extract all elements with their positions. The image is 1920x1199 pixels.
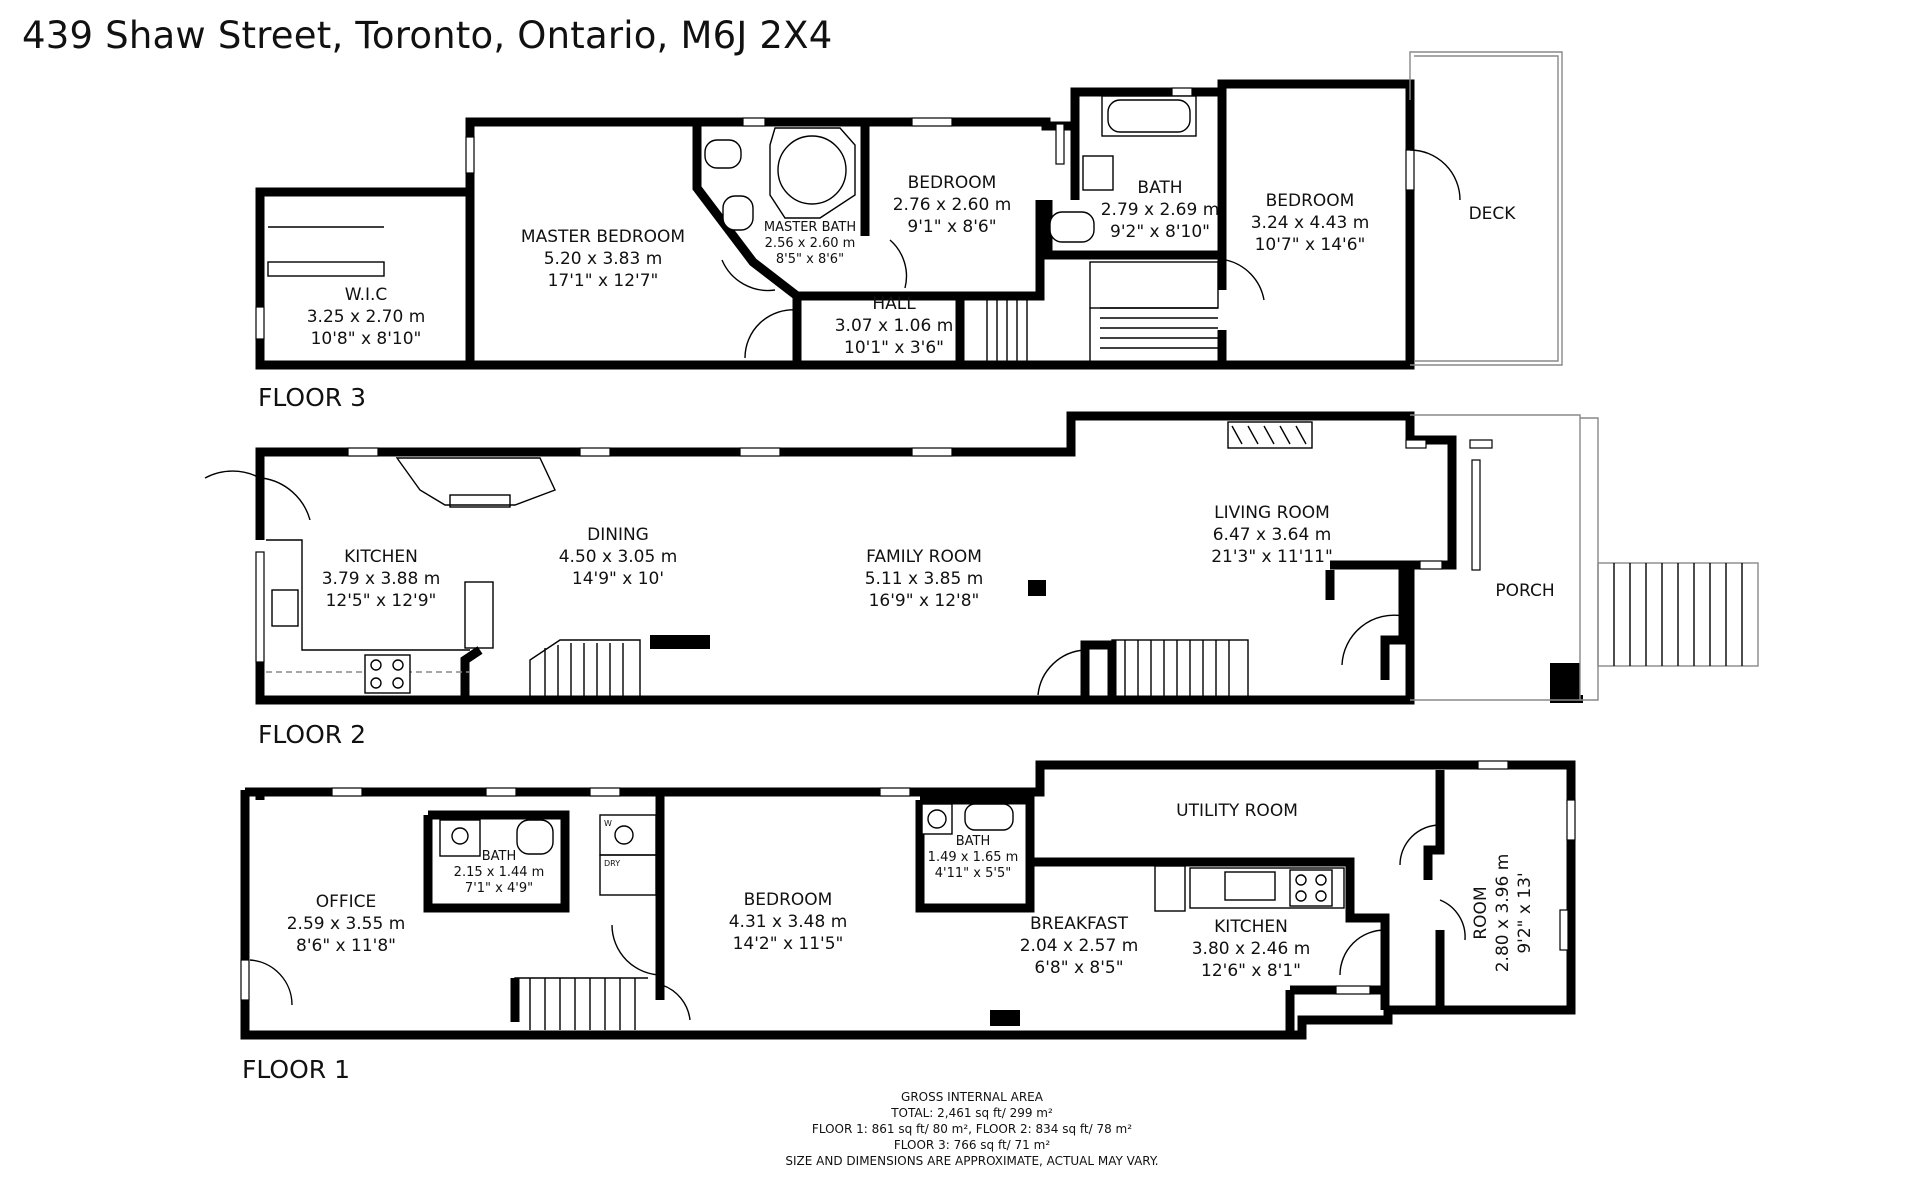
room-kitchen-floor1 [1192,916,1311,982]
room-imperial: 14'2" x 11'5" [732,934,844,954]
room-name: UTILITY ROOM [1176,801,1298,821]
area-floors-1-2: FLOOR 1: 861 sq ft/ 80 m², FLOOR 2: 834 sq ft/ 78 m² [811,1122,1133,1136]
area-total: TOTAL: 2,461 sq ft/ 299 m² [891,1106,1053,1120]
room-metric: 3.24 x 4.43 m [1250,213,1370,233]
room-metric: 2.76 x 2.60 m [892,195,1012,215]
room-breakfast [1020,913,1139,979]
room-metric: 5.20 x 3.83 m [543,249,663,269]
room-imperial: 9'2" x 13' [1515,872,1535,954]
room-wic [307,284,426,350]
room-metric: 2.80 x 3.96 m [1493,853,1513,973]
gross-area-summary [785,1089,1158,1169]
room-imperial: 17'1" x 12'7" [547,271,659,291]
room-imperial: 12'6" x 8'1" [1201,961,1301,981]
room-metric: 3.25 x 2.70 m [306,307,426,327]
room-name: FAMILY ROOM [866,547,982,567]
room-metric: 2.56 x 2.60 m [764,236,856,251]
room-bath-floor1-b [928,834,1019,882]
room-bedroom-floor3-b [1251,190,1370,256]
room-kitchen-floor2 [322,546,441,612]
room-dining [559,524,678,590]
room-bedroom-floor3-a [893,172,1012,238]
room-name: LIVING ROOM [1214,503,1330,523]
floor2-label: FLOOR 2 [258,720,366,749]
room-imperial: 16'9" x 12'8" [868,591,980,611]
room-imperial: 6'8" x 8'5" [1034,958,1124,978]
room-family-room [865,546,984,612]
room-name: MASTER BATH [763,220,857,235]
room-room-floor1 [1470,854,1536,973]
room-name: DINING [587,525,649,545]
room-metric: 2.59 x 3.55 m [286,914,406,934]
room-name: BEDROOM [907,173,997,193]
room-master-bath [764,220,856,268]
room-imperial: 9'1" x 8'6" [907,217,997,237]
room-name: BREAKFAST [1029,914,1129,934]
room-name: BATH [955,834,991,849]
room-metric: 3.79 x 3.88 m [321,569,441,589]
room-metric: 1.49 x 1.65 m [927,850,1019,865]
room-utility-room [1176,800,1298,822]
area-disclaimer: SIZE AND DIMENSIONS ARE APPROXIMATE, ACTUAL MAY VARY. [785,1154,1159,1168]
room-name: BEDROOM [1265,191,1355,211]
room-bath-floor3 [1101,177,1220,243]
room-metric: 5.11 x 3.85 m [864,569,984,589]
room-metric: 6.47 x 3.64 m [1212,525,1332,545]
room-metric: 2.79 x 2.69 m [1100,200,1220,220]
room-name: OFFICE [315,892,377,912]
area-floor-3: FLOOR 3: 766 sq ft/ 71 m² [893,1138,1051,1152]
room-imperial: 10'1" x 3'6" [844,338,944,358]
room-imperial: 14'9" x 10' [571,569,665,589]
property-address-title: 439 Shaw Street, Toronto, Ontario, M6J 2X4 [22,14,833,57]
room-imperial: 9'2" x 8'10" [1110,222,1210,242]
floor2-porch [1410,415,1758,700]
room-name: BATH [481,849,517,864]
washer-label: W [604,819,612,828]
room-name: BEDROOM [743,890,833,910]
dryer-label: DRY [604,859,621,868]
room-name: HALL [872,294,916,314]
floor1-windows [241,761,1575,1000]
room-imperial: 8'6" x 11'8" [296,936,396,956]
room-porch [1495,580,1554,602]
floor3-label: FLOOR 3 [258,383,366,412]
room-name: ROOM [1471,886,1491,940]
room-imperial: 10'7" x 14'6" [1254,235,1366,255]
room-name: KITCHEN [1214,917,1288,937]
area-heading: GROSS INTERNAL AREA [901,1090,1043,1104]
room-name: KITCHEN [344,547,418,567]
room-master-bedroom [521,226,685,292]
room-imperial: 4'11" x 5'5" [934,866,1012,881]
floor1-walls [245,765,1571,1035]
room-metric: 4.31 x 3.48 m [728,912,848,932]
room-name: W.I.C [344,285,388,305]
room-deck [1469,203,1516,225]
room-imperial: 12'5" x 12'9" [325,591,437,611]
floor1-label: FLOOR 1 [242,1055,350,1084]
room-name: BATH [1137,178,1183,198]
room-imperial: 21'3" x 11'11" [1211,547,1333,567]
room-metric: 2.04 x 2.57 m [1019,936,1139,956]
room-office [287,891,406,957]
room-metric: 2.15 x 1.44 m [453,865,545,880]
room-imperial: 8'5" x 8'6" [775,252,845,267]
room-name: PORCH [1495,581,1555,601]
room-living-room [1211,502,1333,568]
room-name: MASTER BEDROOM [520,227,686,247]
room-bath-floor1-a [454,849,545,897]
room-name: DECK [1468,204,1516,224]
room-hall [835,293,954,359]
room-metric: 3.07 x 1.06 m [834,316,954,336]
room-bedroom-floor1 [729,889,848,955]
room-metric: 4.50 x 3.05 m [558,547,678,567]
room-imperial: 7'1" x 4'9" [464,881,534,896]
room-metric: 3.80 x 2.46 m [1191,939,1311,959]
room-imperial: 10'8" x 8'10" [310,329,422,349]
